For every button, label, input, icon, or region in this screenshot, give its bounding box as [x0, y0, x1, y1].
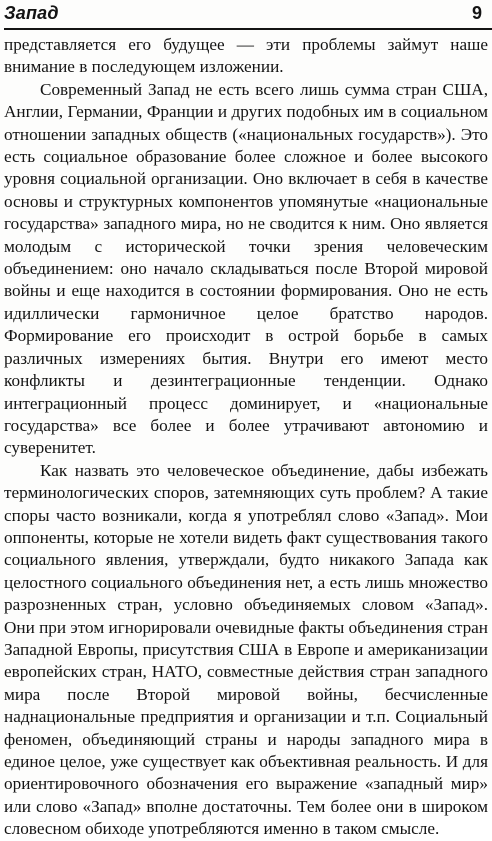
body-text [4, 34, 488, 841]
section-title: Запад [4, 3, 59, 23]
header-rule [4, 28, 492, 30]
paragraph-modern-west: Современный Запад не есть всего лишь сумма стран США, Англии, Германии, Франции и других подобных им в социальном отношении западных обществ («национальных государств»). Это есть социальное образование более сложное и более высокого уровня социальной организации. Оно включает в себя в качестве основы и структурных компонентов упомянутые «национальные государства» западного мира, но не сводится к ним. Оно является молодым с исторической точки зрения человеческим объединением: оно начало складываться после Второй мировой войны и еще находится в состоянии формирования. Оно не есть идиллически гармоничное целое братство народов. Формирование его происходит в острой борьбе в самых различных измерениях бытия. Внутри его имеют место конфликты и дезинтеграционные тенденции. Однако интеграционный процесс доминирует, и «национальные государства» все более и более утрачивают автономию и суверенитет. [4, 79, 488, 458]
paragraph-continuation: представляется его будущее — эти проблемы займут наше внимание в последующем изложении. [4, 35, 488, 77]
page-number: 9 [471, 3, 482, 23]
running-head [4, 2, 486, 26]
paragraph-naming: Как назвать это человеческое объединение, дабы избежать терминологических споров, затемняющих суть проблем? А такие споры часто возникали, когда я употреблял слово «Запад». Мои оппоненты, которые не хотели видеть факт существования такого социального явления, утверждали, будто никакого Запада как целостного социального объединения нет, а есть лишь множество разрозненных стран, условно объединяемых словом «Запад». Они при этом игнорировали очевидные факты объединения стран Западной Европы, присутствия США в Европе и американизации европейских стран, НАТО, совместные действия стран западного мира после Второй мировой войны, бесчисленные наднациональные предприятия и организации и т.п. Социальный феномен, объединяющий страны и народы западного мира в единое целое, уже существует как объективная реальность. И для ориентировочного обозначения его выражение «западный мир» или слово «Запад» вполне достаточны. Тем более они в широком словесном обиходе употребляются именно в таком смысле. [4, 460, 488, 839]
